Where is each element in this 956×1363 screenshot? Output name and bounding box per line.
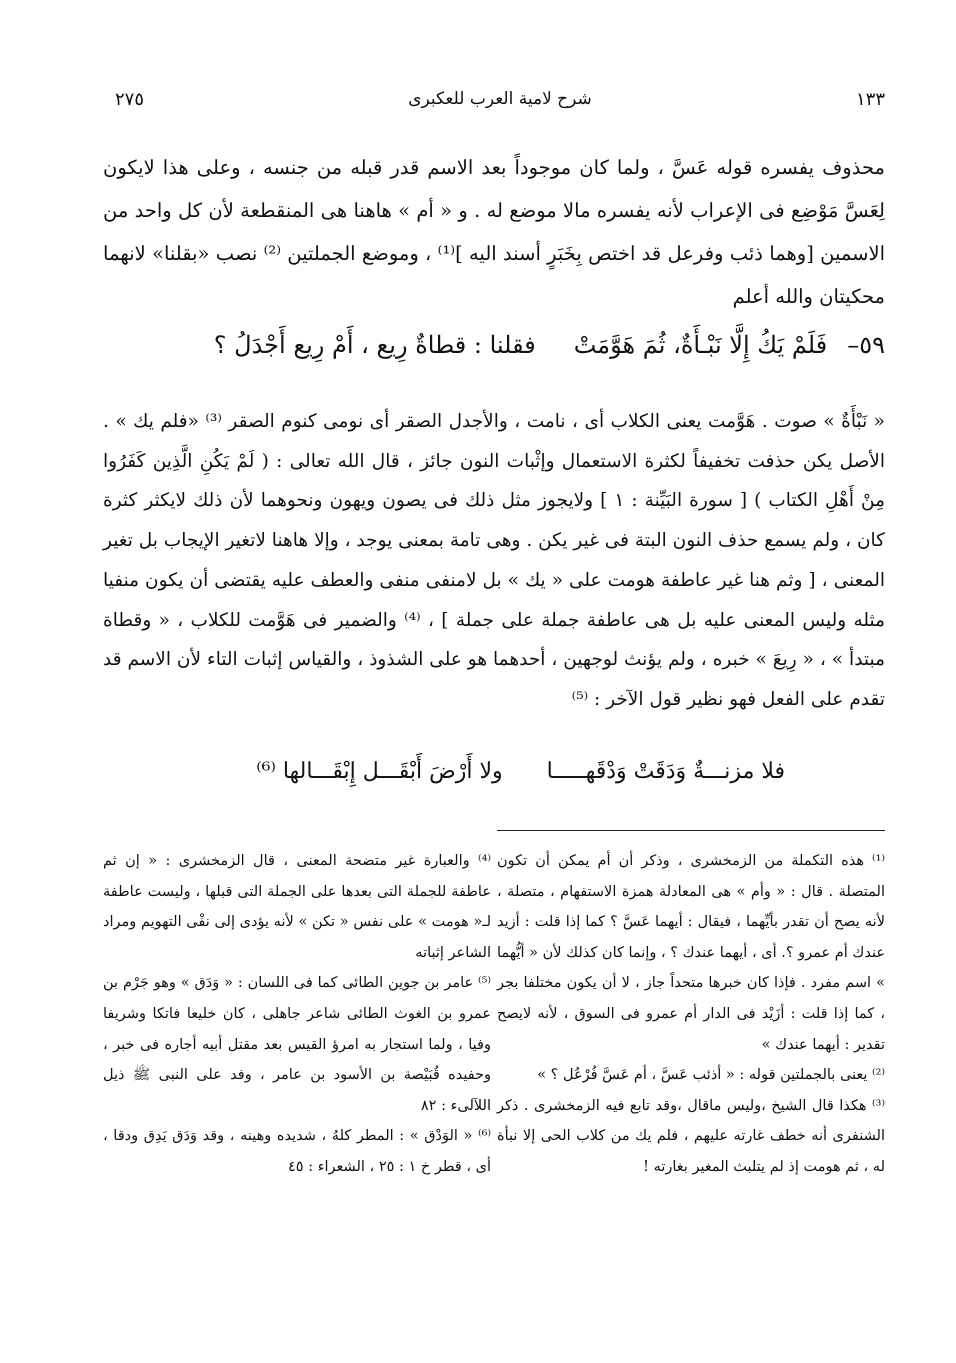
- footnote-5: ⁽⁵⁾ عامر بن جوين الطائى كما فى اللسان : « وَدَق » وهو جَرْم بن عمرو بن الغوث الطائى شاعر جاهلى ، كان خليعا فاتكا وشريفا وفيا ، ولما استجار به امرؤ القيس بعد مقتل أبيه أجاره فى خبر ، وحفيده قُبَيْصة بن الأسود بن عامر ، وفد على النبى ﷺ ذيل اللآلىء : ٨٢: [103, 975, 491, 1114]
- footnotes-right-column: [497, 846, 885, 1183]
- quoted-verse-hemistich-1: فلا مزنـــةٌ وَدَقَتْ وَدْقَهـــــا: [546, 758, 785, 784]
- verse-59-hemistich-1: فَلَمْ يَكُ إِلَّا نَبْـأَةٌ، ثُمَ هَوَّمَتْ: [573, 331, 828, 359]
- quoted-verse-hemistich-2: ولا أَرْضَ أَبْقَـــل إِبْقَـــالها ⁽⁶⁾: [256, 758, 503, 784]
- footnote-3: ⁽³⁾ هكذا قال الشيخ ،وليس ماقال ،وقد تابع فيه الزمخشرى . ذكر الشنفرى أنه خطف غارته عليهم ، فلم يك من كلاب الحى إلا نبأة له ، ثم هومت إذ لم يتلبث المغير بغارته !: [497, 1097, 885, 1175]
- footnote-6: ⁽⁶⁾ « الوَدْق » : المطر كلهُ ، شديده وهينه ، وقد وَدَق يَدِق ودقا ، أى ، قطر خ ١ : ٢٥ ، الشعراء : ٤٥: [103, 1128, 491, 1175]
- commentary-paragraph-2: « نَبْأَةٌ » صوت . هَوَّمت يعنى الكلاب أى ، نامت ، والأجدل الصقر أى نومى كنوم الصقر ⁽³⁾ «فلم يك » . الأصل يكن حذفت تخفيفاً لكثرة الاستعمال وإثْبات النون جائز ، قال الله تعالى : ( لَمْ يَكُنِ الَّذِين كَفَرُوا مِنْ أَهْلِ الكتاب ) [ سورة البَيِّنة : ١ ] ولايجوز مثل ذلك فى يصون ويهون ونحوهما لأن ذلك لايكثر كثرة كان ، ولم يسمع حذف النون البتة فى غير يكن . وهى تامة بمعنى يوجد ، وإلا هاهنا لاتغير الإيجاب بل تغير المعنى ، [ وثم هنا غير عاطفة هومت على « يك » بل لامنفى منفى والعطف عليه يقتضى أن يكون منفيا مثله وليس المعنى عليه بل هى عاطفة جملة على جملة ] ، ⁽⁴⁾ والضمير فى هَوَّمت للكلاب ، « وقطاة مبتدأ » ، « رِيعَ » خبره ، ولم يؤنث لوجهين ، أحدهما هو على الشذوذ ، والقياس إثبات التاء لأن الاسم قد تقدم على الفعل فهو نظير قول الآخر : ⁽⁵⁾: [103, 411, 886, 710]
- footnote-separator: [497, 830, 885, 831]
- footnote-1: ⁽¹⁾ هذه التكملة من الزمخشرى ، وذكر أن أم يمكن أن تكون المتصلة . قال : « وأم » هى المعادلة همزة الاستفهام ، متصلة ، لأنه يصح أن تقدر بأيِّهما ، فيقال : أيهما عَسَّ ؟ كما إذا قلت : أزيد عندك أم عمرو ؟. أى ، أيهما عندك ؟ ، وإنما كان كذلك لأن « أيُّهما » اسم مفرد . فإذا كان خبرها متحداً جاز ، لا أن يكون مختلفا بجر ، كما إذا قلت : أزَيْد فى الدار أم عمرو فى السوق ، لأنه لايصح تقدير : أيهما عندك »: [497, 853, 885, 1053]
- verse-59-hemistich-2: فقلنا : قطاةٌ رِيع ، أَمْ رِيع أَجْدَلُ ؟: [213, 331, 536, 359]
- page-number-right: ١٣٣: [855, 88, 885, 110]
- footnotes-left-column: [103, 846, 491, 1183]
- quoted-verse: [200, 748, 785, 794]
- footnote-2: ⁽²⁾ يعنى بالجملتين قوله : « أذئب عَسَّ ، أم عَسَّ فُرْعُل ؟ »: [537, 1067, 885, 1084]
- footnote-4: ⁽⁴⁾ والعبارة غير متضحة المعنى ، قال الزمخشرى : « إن ثم عاطفة للجملة التى بعدها على الجملة التى قبلها ، وليست عاطفة لـ« هومت » على نفس « تكن » لأنه يؤدى إلى نفْى التهويم ومراد الشاعر إثباته: [103, 853, 491, 961]
- verse-59: [150, 322, 885, 368]
- running-header: [115, 82, 885, 116]
- running-title: شرح لامية العرب للعكبرى: [408, 89, 592, 109]
- commentary-paragraph-1: محذوف يفسره قوله عَسَّ ، ولما كان موجوداً بعد الاسم قدر قبله من جنسه ، وعلى هذا لايكون لِعَسَّ مَوْضِع فى الإعراب لأنه يفسره مالا موضع له . و « أم » هاهنا هى المنقطعة لأن كل واحد من الاسمين [وهما ذئب وفرعل قد اختص بِخَبَرٍ أسند اليه ]⁽¹⁾ ، وموضع الجملتين ⁽²⁾ نصب «بقلنا» لانهما محكيتان والله أعلم: [103, 156, 886, 308]
- verse-number: ٥٩–: [847, 331, 885, 359]
- page-number-left: ٢٧٥: [115, 88, 145, 110]
